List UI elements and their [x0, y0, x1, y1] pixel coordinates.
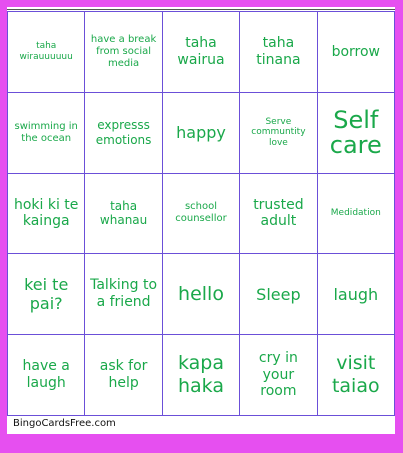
bingo-cell: Talking to a friend — [85, 254, 162, 335]
bingo-cell: cry in your room — [240, 335, 317, 416]
bingo-cell: happy — [163, 93, 240, 174]
bingo-cell: ask for help — [85, 335, 162, 416]
bingo-cell: Self care — [318, 93, 395, 174]
bingo-cell: borrow — [318, 12, 395, 93]
site-credit: BingoCardsFree.com — [13, 418, 116, 429]
bingo-cell: hello — [163, 254, 240, 335]
bingo-cell: Medidation — [318, 174, 395, 255]
bingo-cell: taha whanau — [85, 174, 162, 255]
bingo-card — [7, 7, 395, 434]
bingo-cell: have a break from social media — [85, 12, 162, 93]
bingo-cell: trusted adult — [240, 174, 317, 255]
bingo-cell: laugh — [318, 254, 395, 335]
bingo-cell: kapa haka — [163, 335, 240, 416]
bingo-cell: expresss emotions — [85, 93, 162, 174]
bingo-cell: taha wirauuuuuu — [8, 12, 85, 93]
bingo-cell: taha wairua — [163, 12, 240, 93]
bingo-cell: hoki ki te kainga — [8, 174, 85, 255]
bingo-cell: kei te pai? — [8, 254, 85, 335]
top-rule — [7, 9, 395, 10]
bingo-cell: swimming in the ocean — [8, 93, 85, 174]
bingo-cell: school counsellor — [163, 174, 240, 255]
bingo-cell: visit taiao — [318, 335, 395, 416]
bingo-grid — [7, 11, 395, 416]
bingo-cell: Serve communtity love — [240, 93, 317, 174]
bingo-cell: taha tinana — [240, 12, 317, 93]
bingo-cell: Sleep — [240, 254, 317, 335]
bingo-cell: have a laugh — [8, 335, 85, 416]
